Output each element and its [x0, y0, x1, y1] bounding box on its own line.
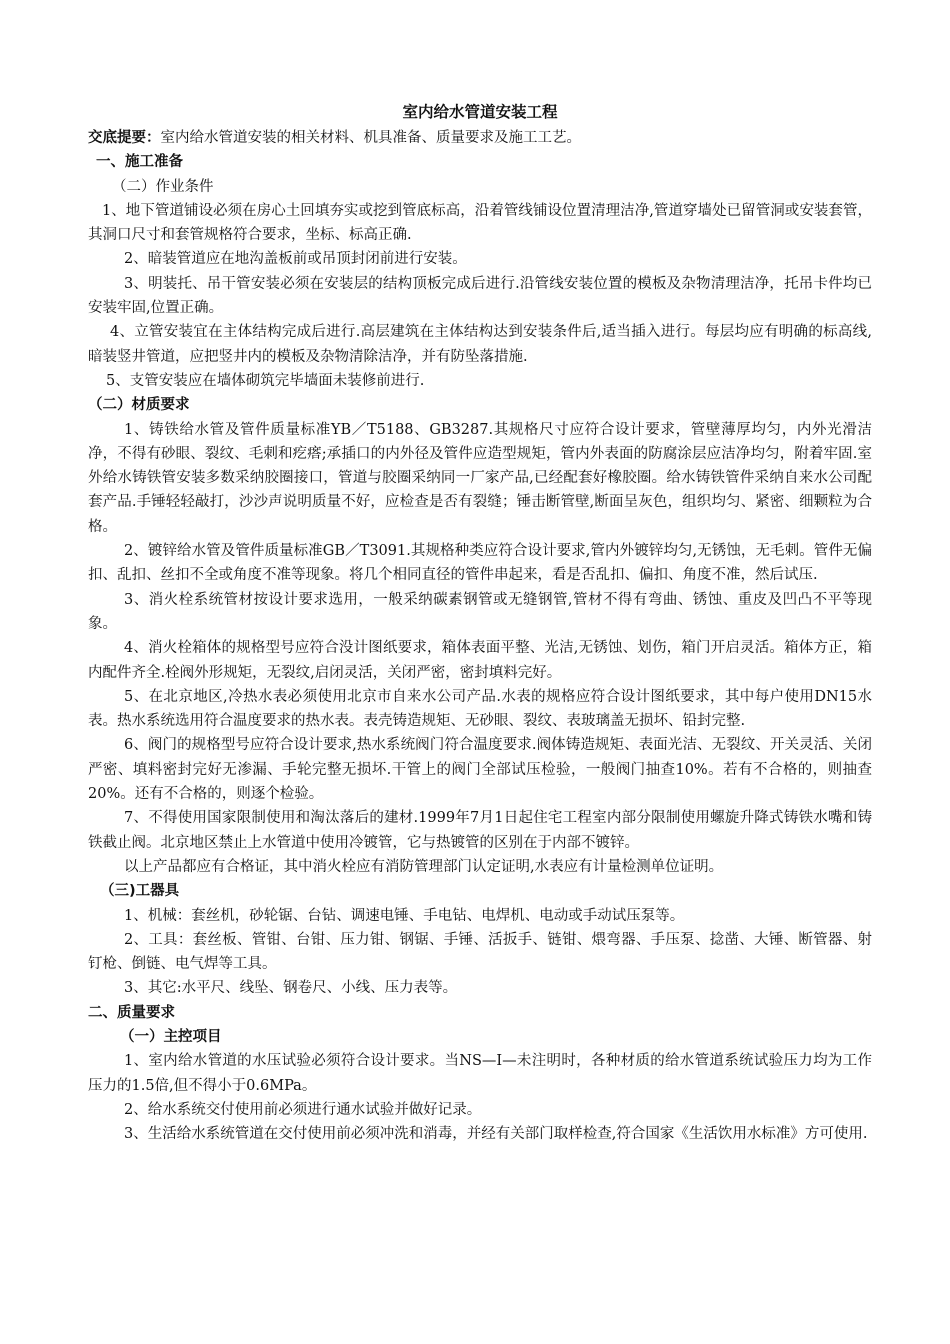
- section-heading-construction-prep: 一、施工准备: [96, 154, 183, 171]
- paragraph: 2、暗装管道应在地沟盖板前或吊顶封闭前进行安装。: [124, 251, 467, 268]
- summary-line: [88, 126, 872, 150]
- paragraph: 以上产品都应有合格证，其中消火栓应有消防管理部门认定证明,水表应有计量检测单位证明。: [124, 858, 724, 875]
- paragraph: 6、阀门的规格型号应符合设计要求,热水系统阀门符合温度要求.阀体铸造规矩、表面光洁、无裂纹、开关灵活、关闭严密、填料密封完好无渗漏、手轮完整无损坏.干管上的阀门全部试压检验，一般阀门抽查10%。若有不合格的，则抽查20%。还有不合格的，则逐个检验。: [88, 737, 872, 803]
- subsection-heading-work-conditions: （二）作业条件: [112, 178, 214, 195]
- paragraph: 4、立管安装宜在主体结构完成后进行.高层建筑在主体结构达到安装条件后,适当插入进行。每层均应有明确的标高线,暗装竖井管道，应把竖井内的模板及杂物清除洁净，并有防坠落措施.: [88, 324, 872, 365]
- paragraph: 3、其它:水平尺、线坠、钢卷尺、小线、压力表等。: [124, 980, 458, 997]
- paragraph: 3、生活给水系统管道在交付使用前必须冲洗和消毒，并经有关部门取样检查,符合国家《生活饮用水标准》方可使用.: [124, 1126, 868, 1143]
- paragraph: 5、支管安装应在墙体砌筑完毕墙面未装修前进行.: [106, 372, 425, 389]
- paragraph: 2、镀锌给水管及管件质量标准GB／T3091.其规格种类应符合设计要求,管内外镀锌均匀,无锈蚀，无毛刺。管件无偏扣、乱扣、丝扣不全或角度不准等现象。将几个相同直径的管件串起来，看是否乱扣、偏扣、角度不准，然后试压.: [88, 543, 872, 584]
- paragraph: 4、消火栓箱体的规格型号应符合没计图纸要求，箱体表面平整、光洁,无锈蚀、划伤，箱门开启灵活。箱体方正，箱内配件齐全.栓阀外形规矩，无裂纹,启闭灵活，关闭严密，密封填料完好。: [88, 640, 872, 681]
- subsection-heading-tools: （三)工器具: [100, 883, 180, 900]
- paragraph: 1、地下管道铺设必须在房心土回填夯实或挖到管底标高，沿着管线铺设位置清理洁净,管道穿墙处已留管洞或安装套管，其洞口尺寸和套管规格符合要求，坐标、标高正确.: [88, 202, 872, 244]
- paragraph: 5、在北京地区,冷热水表必须使用北京市自来水公司产品.水表的规格应符合设计图纸要求，其中每户使用DN15水表。热水系统选用符合温度要求的热水表。表壳铸造规矩、无砂眼、裂纹、表玻璃盖无损坏、铅封完整.: [88, 688, 872, 730]
- document-title: 室内给水管道安装工程: [402, 103, 558, 121]
- paragraph: 3、消火栓系统管材按设计要求选用，一般采纳碳素钢管或无缝钢管,管材不得有弯曲、锈蚀、重皮及凹凸不平等现象。: [88, 591, 872, 632]
- summary-text: 室内给水管道安装的相关材料、机具准备、质量要求及施工工艺。: [160, 130, 581, 146]
- paragraph: 1、铸铁给水管及管件质量标准YB／T5188、GB3287.其规格尺寸应符合设计要求，管壁薄厚均匀，内外光滑洁净，不得有砂眼、裂纹、毛刺和疙瘩;承插口的内外径及管件应造型规矩，管内外表面的防腐涂层应洁净均匀，附着牢固.室外给水铸铁管安装多数采纳胶圈接口，管道与胶圈采纳同一厂家产品,已经配套好橡胶圈。给水铸铁管件采纳自来水公司配套产品.手锤轻轻敲打，沙沙声说明质量不好，应检查是否有裂缝；锤击断管壁,断面呈灰色，组织均匀、紧密、细颗粒为合格。: [88, 421, 872, 535]
- summary-label: 交底提要：: [88, 130, 161, 146]
- section-heading-quality-requirements: 二、质量要求: [88, 1004, 175, 1021]
- paragraph: 1、机械：套丝机，砂轮锯、台钻、调速电锤、手电钻、电焊机、电动或手动试压泵等。: [124, 907, 685, 924]
- paragraph: 3、明装托、吊干管安装必须在安装层的结构顶板完成后进行.沿管线安装位置的模板及杂物清理洁净，托吊卡件均已安装牢固,位置正确。: [88, 275, 872, 317]
- paragraph: 7、不得使用国家限制使用和淘汰落后的建材.1999年7月1日起住宅工程室内部分限制使用螺旋升降式铸铁水嘴和铸铁截止阀。北京地区禁止上水管道中使用冷镀管，它与热镀管的区别在于内部不镀锌。: [88, 810, 872, 851]
- paragraph: 2、工具：套丝板、管钳、台钳、压力钳、钢锯、手锤、活扳手、链钳、煨弯器、手压泵、捻凿、大锤、断管器、射钉枪、倒链、电气焊等工具。: [88, 931, 872, 973]
- subsection-heading-main-control-items: （一）主控项目: [120, 1028, 222, 1045]
- paragraph: 1、室内给水管道的水压试验必须符合设计要求。当NS—I—未注明时，各种材质的给水管道系统试验压力均为工作压力的1.5倍,但不得小于0.6MPa。: [88, 1053, 872, 1094]
- paragraph: 2、给水系统交付使用前必须进行通水试验并做好记录。: [124, 1101, 482, 1118]
- subsection-heading-material-requirements: （二）材质要求: [88, 397, 190, 414]
